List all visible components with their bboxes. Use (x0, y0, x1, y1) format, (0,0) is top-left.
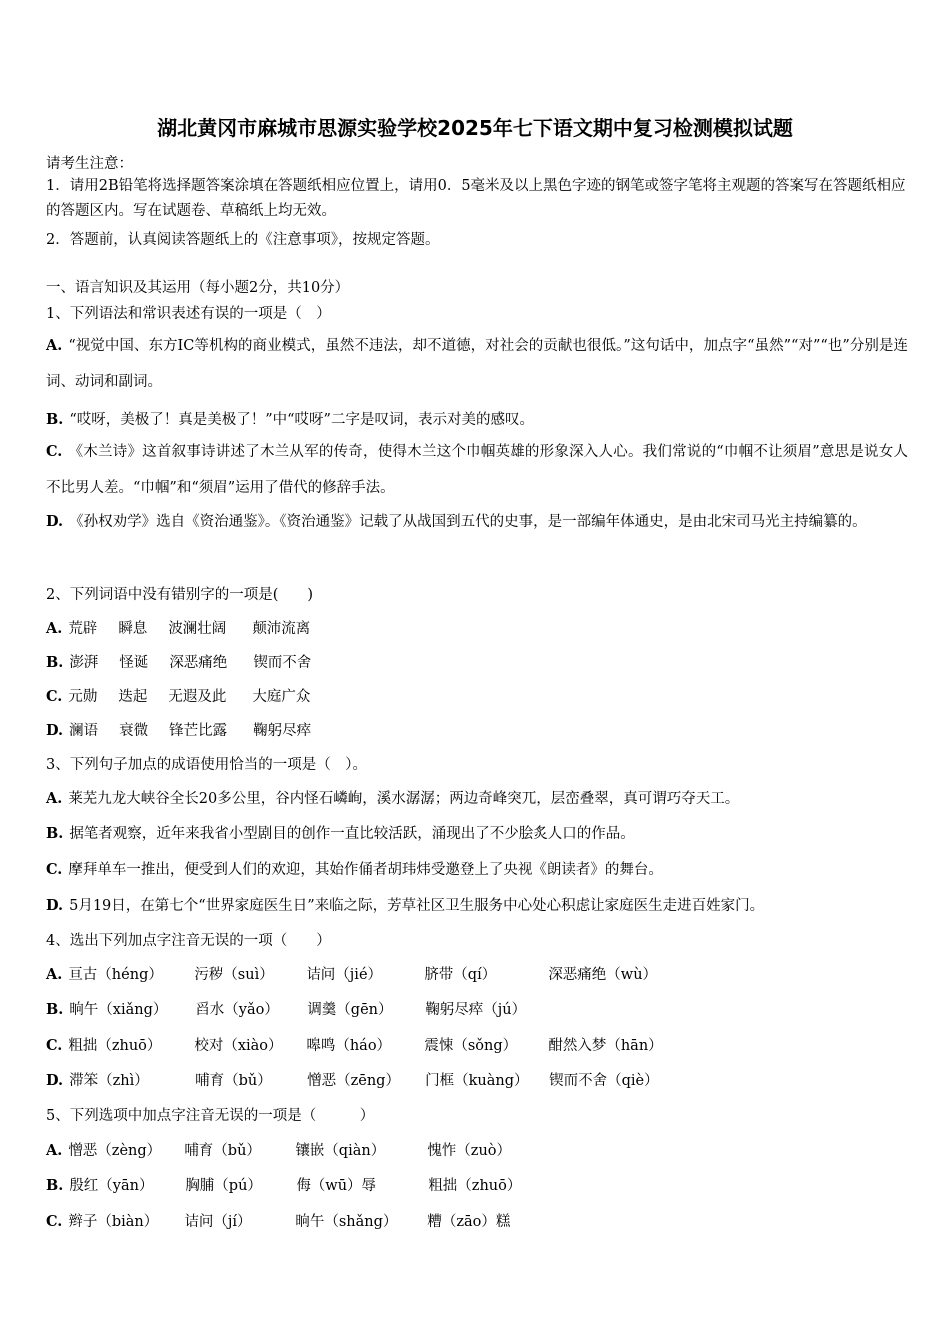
word: 哺育（bǔ） (195, 1073, 272, 1089)
word: 憎恶（zēng） (307, 1073, 400, 1089)
word: 脐带（qí） (424, 967, 497, 983)
q2-option-c[interactable] (46, 685, 310, 706)
word: 元勋 (68, 689, 98, 705)
page-title: 湖北黄冈市麻城市思源实验学校2025年七下语文期中复习检测模拟试题 (157, 116, 793, 140)
option-label: D. (46, 513, 64, 530)
question-3-stem: 3、下列句子加点的成语使用恰当的一项是（ ）。 (46, 757, 367, 773)
word: 澜语 (69, 723, 99, 739)
option-label: A. (46, 966, 63, 983)
word: 迭起 (118, 689, 148, 705)
option-label: C. (46, 443, 63, 460)
word: 舀水（yǎo） (195, 1002, 279, 1018)
option-label: B. (46, 411, 64, 428)
q1-option-d[interactable] (46, 504, 908, 540)
word: 酣然入梦（hān） (548, 1038, 663, 1054)
word: 憎恶（zèng） (68, 1143, 162, 1159)
option-text: “哎呀，美极了！真是美极了！”中“哎呀”二字是叹词，表示对美的感叹。 (69, 412, 534, 428)
word: 殷红（yān） (69, 1178, 154, 1194)
word: 镶嵌（qiàn） (295, 1143, 386, 1159)
word: 诘问（jié） (306, 967, 383, 983)
word: 哺育（bǔ） (184, 1143, 261, 1159)
q4-option-b[interactable] (46, 998, 526, 1019)
option-label: C. (46, 688, 63, 705)
word: 锲而不舍（qiè） (549, 1073, 659, 1089)
q3-option-c[interactable] (46, 858, 663, 879)
option-text: 5月19日，在第七个“世界家庭医生日”来临之际，芳草社区卫生服务中心处心积虑让家庭医生走进百姓家门。 (69, 898, 765, 914)
word: 侮（wū）辱 (296, 1178, 377, 1194)
option-label: B. (46, 654, 64, 671)
word: 诘问（jí） (184, 1214, 252, 1230)
word: 大庭广众 (252, 689, 311, 705)
word: 污秽（suì） (194, 967, 274, 983)
word: 无遐及此 (168, 689, 227, 705)
word: 深恶痛绝（wù） (548, 967, 658, 983)
word: 门框（kuàng） (425, 1073, 529, 1089)
word: 波澜壮阔 (168, 621, 227, 637)
word: 糟（zāo）糕 (427, 1214, 511, 1230)
word: 鞠躬尽瘁 (253, 723, 312, 739)
word: 深恶痛绝 (169, 655, 228, 671)
word: 亘古（héng） (68, 967, 163, 983)
q1-option-a[interactable] (46, 328, 908, 400)
option-label: D. (46, 897, 64, 914)
word: 粗拙（zhuō） (428, 1178, 522, 1194)
word: 怪诞 (119, 655, 149, 671)
option-label: C. (46, 1213, 63, 1230)
word: 瞬息 (118, 621, 148, 637)
option-label: A. (46, 337, 63, 354)
word: 辫子（biàn） (68, 1214, 159, 1230)
option-text: 《孙权劝学》选自《资治通鉴》。《资治通鉴》记载了从战国到五代的史事，是一部编年体通史，是由北宋司马光主持编纂的。 (69, 514, 867, 530)
word: 锲而不舍 (253, 655, 312, 671)
word: 嗥鸣（háo） (306, 1038, 392, 1054)
q1-option-c[interactable] (46, 434, 908, 506)
word: 晌午（shǎng） (295, 1214, 398, 1230)
word: 校对（xiào） (194, 1038, 283, 1054)
word: 晌午（xiǎng） (69, 1002, 168, 1018)
notice-item-2: 2．答题前，认真阅读答题纸上的《注意事项》，按规定答题。 (46, 232, 440, 248)
question-2-stem: 2、下列词语中没有错别字的一项是( ) (46, 587, 314, 603)
notice-item-1: 1．请用2B铅笔将选择题答案涂填在答题纸相应位置上，请用0．5毫米及以上黑色字迹的钢笔或签字笔将主观题的答案写在答题纸相应的答题区内。写在试题卷、草稿纸上均无效。 (46, 178, 906, 219)
option-text: 《木兰诗》这首叙事诗讲述了木兰从军的传奇，使得木兰这个巾帼英雄的形象深入人心。我们常说的“巾帼不让须眉”意思是说女人不比男人差。“巾帼”和“须眉”运用了借代的修辞手法。 (46, 444, 908, 496)
q4-option-a[interactable] (46, 963, 657, 984)
option-label: B. (46, 1001, 64, 1018)
option-label: B. (46, 1177, 64, 1194)
notice-heading: 请考生注意： (46, 156, 133, 172)
q5-option-a[interactable] (46, 1139, 511, 1160)
q2-option-d[interactable] (46, 719, 311, 740)
option-label: A. (46, 1142, 63, 1159)
word: 震悚（sǒng） (424, 1038, 518, 1054)
q2-option-b[interactable] (46, 651, 311, 672)
word: 调羹（gēn） (307, 1002, 393, 1018)
option-text: 据笔者观察，近年来我省小型剧目的创作一直比较活跃，涌现出了不少脍炙人口的作品。 (69, 826, 635, 842)
q1-option-b[interactable] (46, 408, 534, 429)
q3-option-a[interactable] (46, 787, 739, 808)
word: 锋芒比露 (169, 723, 228, 739)
option-text: 摩拜单车一推出，便受到人们的欢迎，其始作俑者胡玮炜受邀登上了央视《朗读者》的舞台。 (68, 862, 663, 878)
question-4-stem: 4、选出下列加点字注音无误的一项（ ） (46, 933, 331, 949)
word: 愧怍（zuò） (427, 1143, 512, 1159)
option-label: A. (46, 620, 63, 637)
option-label: C. (46, 861, 63, 878)
option-label: B. (46, 825, 64, 842)
q2-option-a[interactable] (46, 617, 310, 638)
q4-option-c[interactable] (46, 1034, 663, 1055)
q3-option-b[interactable] (46, 822, 635, 843)
option-text: “视觉中国、东方IC等机构的商业模式，虽然不违法，却不道德，对社会的贡献也很低。”这句话中，加点字“虽然”“对”“也”分别是连词、动词和副词。 (46, 338, 908, 390)
word: 鞠躬尽瘁（jú） (425, 1002, 527, 1018)
q4-option-d[interactable] (46, 1069, 659, 1090)
word: 澎湃 (69, 655, 99, 671)
q3-option-d[interactable] (46, 894, 764, 915)
question-1-stem: 1、下列语法和常识表述有误的一项是（ ） (46, 306, 331, 322)
word: 颠沛流离 (252, 621, 311, 637)
q5-option-c[interactable] (46, 1210, 510, 1231)
word: 粗拙（zhuō） (68, 1038, 162, 1054)
word: 胸脯（pú） (185, 1178, 262, 1194)
q5-option-b[interactable] (46, 1174, 521, 1195)
word: 衰微 (119, 723, 149, 739)
option-label: D. (46, 722, 64, 739)
question-5-stem: 5、下列选项中加点字注音无误的一项是（ ） (46, 1108, 375, 1124)
word: 荒辟 (68, 621, 98, 637)
word: 滞笨（zhì） (69, 1073, 149, 1089)
option-label: A. (46, 790, 63, 807)
option-text: 莱芜九龙大峡谷全长20多公里，谷内怪石嶙峋，溪水潺潺；两边奇峰突兀，层峦叠翠，真可谓巧夺天工。 (68, 791, 740, 807)
option-label: C. (46, 1037, 63, 1054)
option-label: D. (46, 1072, 64, 1089)
section-heading: 一、语言知识及其运用（每小题2分，共10分） (46, 280, 350, 296)
